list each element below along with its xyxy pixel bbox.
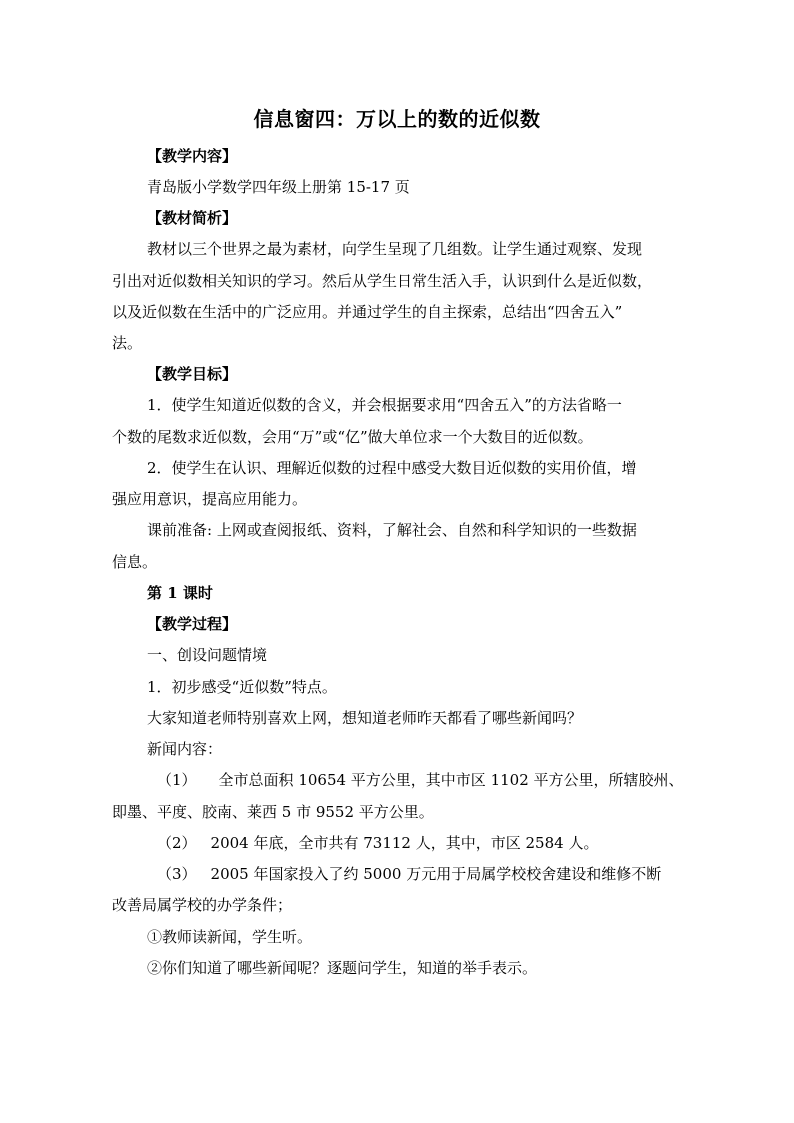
news-item-2-text: 2004 年底，全市共有 73112 人，其中，市区 2584 人。 <box>210 834 599 852</box>
analysis-line-4: 法。 <box>112 334 143 352</box>
news-item-1-line-1 <box>157 770 727 790</box>
prep-line-2: 信息。 <box>112 553 158 571</box>
teaching-process-heading: 【教学过程】 <box>147 615 238 633</box>
prep-line-1: 课前准备: 上网或查阅报纸、资料，了解社会、自然和科学知识的一些数据 <box>147 521 637 539</box>
page-title: 信息窗四：万以上的数的近似数 <box>253 107 541 131</box>
intro-question: 大家知道老师特别喜欢上网，想知道老师昨天都看了哪些新闻吗？ <box>147 709 583 727</box>
news-label: 新闻内容： <box>147 740 223 758</box>
activity-2: ②你们知道了哪些新闻呢？逐题问学生，知道的举手表示。 <box>147 959 538 977</box>
goal2-line-1: 2．使学生在认识、理解近似数的过程中感受大数目近似数的实用价值，增 <box>147 459 637 477</box>
lesson-heading: 第 1 课时 <box>147 584 213 602</box>
news-item-2-number: （2） <box>157 834 197 852</box>
news-item-1-text: 全市总面积 10654 平方公里，其中市区 1102 平方公里，所辖胶州、 <box>218 771 684 789</box>
teaching-goals-heading: 【教学目标】 <box>147 365 238 383</box>
news-item-3-line-1 <box>157 864 727 884</box>
activity-1: ①教师读新闻，学生听。 <box>147 928 313 946</box>
news-item-2 <box>157 833 727 853</box>
news-item-1-line-2: 即墨、平度、胶南、莱西 5 市 9552 平方公里。 <box>112 803 434 821</box>
goal1-line-2: 个数的尾数求近似数，会用“万”或“亿”做大单位求一个大数目的近似数。 <box>112 428 593 446</box>
analysis-line-3: 以及近似数在生活中的广泛应用。并通过学生的自主探索，总结出“四舍五入” <box>112 303 623 321</box>
teaching-content-heading: 【教学内容】 <box>147 147 238 165</box>
news-item-3-number: （3） <box>157 865 197 883</box>
news-item-1-number: （1） <box>157 771 197 789</box>
step-1-1: 1．初步感受“近似数”特点。 <box>147 678 337 696</box>
goal1-line-1: 1．使学生知道近似数的含义，并会根据要求用“四舍五入”的方法省略一 <box>147 396 622 414</box>
analysis-line-1: 教材以三个世界之最为素材，向学生呈现了几组数。让学生通过观察、发现 <box>147 240 643 258</box>
news-item-3-line-2: 改善局属学校的办学条件； <box>112 896 293 914</box>
material-analysis-heading: 【教材简析】 <box>147 209 238 227</box>
news-item-3-text: 2005 年国家投入了约 5000 万元用于局属学校校舍建设和维修不断 <box>210 865 662 883</box>
analysis-line-2: 引出对近似数相关知识的学习。然后从学生日常生活入手，认识到什么是近似数， <box>112 272 653 290</box>
teaching-content-text: 青岛版小学数学四年级上册第 15-17 页 <box>147 178 410 196</box>
goal2-line-2: 强应用意识，提高应用能力。 <box>112 490 308 508</box>
step-1: 一、创设问题情境 <box>147 646 268 664</box>
